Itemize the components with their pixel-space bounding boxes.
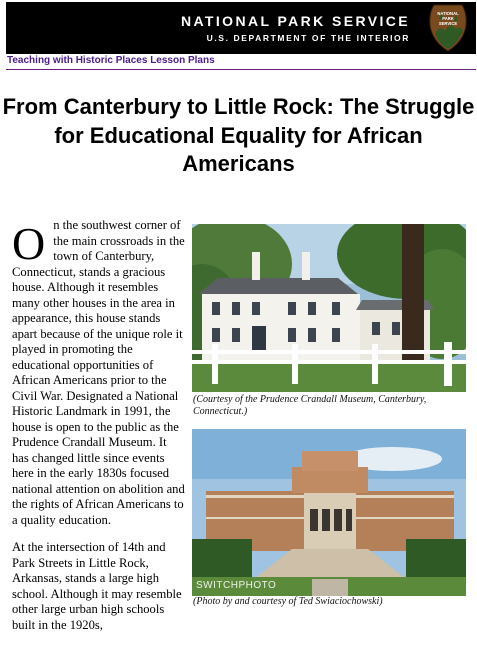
article-body [12,218,185,645]
logo-text-line-3: SERVICE [438,21,458,26]
lesson-plans-link[interactable]: Teaching with Historic Places Lesson Plans [7,55,215,66]
central-high-school-photo [192,429,466,596]
paragraph-1-text: n the southwest corner of the main crossroads in the town of Canterbury, Connecticut, stands a gracious house. Although it resembles many other houses in the area in appearance, this house stands apart because of the unique role it played in promoting the educational opportunities of African Americans prior to the Civil War. Designated a National Historic Landmark in 1991, the house is open to the public as the Prudence Crandall Museum. It has changed little since events here in the early 1830s focused national attention on abolition and the rights of African Americans to a quality education. [12,218,185,527]
drop-cap: O [12,218,46,269]
paragraph-2: At the intersection of 14th and Park Streets in Little Rock, Arkansas, stands a large high school. Although it may resemble other large urban high schools built in the 1920s, [12,540,182,632]
photo-2-caption: (Photo by and courtesy of Ted Swiaciochowski) [193,596,383,607]
subnav-bar [6,56,476,70]
department-name: U.S. DEPARTMENT OF THE INTERIOR [206,33,410,43]
logo-text-line-2: PARK [442,16,454,21]
page-title: From Canterbury to Little Rock: The Struggle for Educational Equality for African Americans [2,94,475,176]
photo-watermark: SWITCHPHOTO [196,580,277,591]
crandall-house-photo [192,224,466,392]
agency-name: NATIONAL PARK SERVICE [180,13,410,29]
nps-header [6,2,476,54]
nps-arrowhead-icon[interactable] [426,3,470,53]
paragraph-1 [12,218,185,528]
logo-text-line-1: NATIONAL [437,11,459,16]
photo-1-caption: (Courtesy of the Prudence Crandall Museum, Canterbury, Connecticut.) [193,394,427,417]
